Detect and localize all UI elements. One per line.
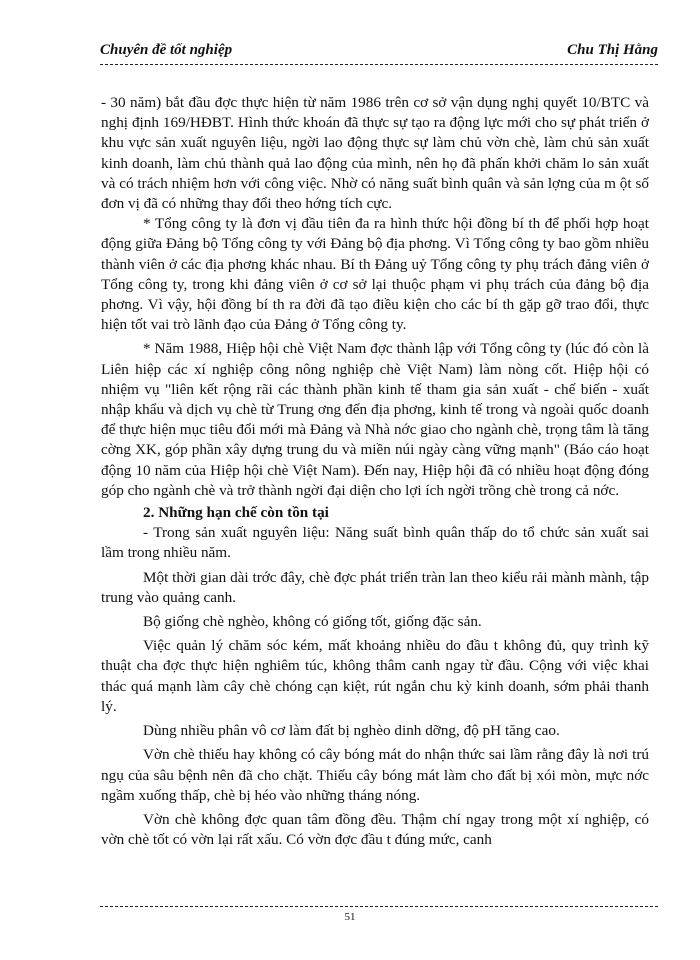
- paragraph-8: Dùng nhiều phân vô cơ làm đất bị nghèo dinh dỡng, độ pH tăng cao.: [143, 722, 560, 740]
- paragraph-5: Một thời gian dài trớc đây, chè đợc phát triển tràn lan theo kiểu rải mành mành, tập trung vào quảng canh.: [101, 568, 649, 606]
- paragraph-3: * Năm 1988, Hiệp hội chè Việt Nam đợc thành lập với Tổng công ty (lúc đó còn là Liên hiệp các xí nghiệp công nông nghiệp chè Việt Nam) làm nòng cốt. Hiệp hội có nhiệm vụ "liên kết rộng rãi các thành phần kinh tế tham gia sản xuất - chế biến - xuất nhập khẩu và dịch vụ chè từ Trung ơng đến địa phơng, kinh tế trong và ngoài quốc doanh để thực hiện mục tiêu đổi mới mà Đảng và Nhà nớc giao cho ngành chè, trọng tâm là tăng cờng XK, góp phần xây dựng trung du và miền núi ngày càng vững mạnh" (Báo cáo hoạt động 10 năm của Hiệp hội chè Việt Nam). Đến nay, Hiệp hội đã có nhiều hoạt động đóng góp cho ngành chè và trở thành ngời đại diện cho lợi ích ngời trồng chè trong cả nớc.: [101, 340, 649, 499]
- footer-divider: [100, 906, 658, 907]
- header-author: Chu Thị Hằng: [567, 42, 658, 58]
- paragraph-10: Vờn chè không đợc quan tâm đồng đều. Thậm chí ngay trong một xí nghiệp, có vờn chè tốt có vờn lại rất xấu. Có vờn đợc đầu t đúng mức, canh: [101, 810, 649, 849]
- paragraph-9: Vờn chè thiếu hay không có cây bóng mát do nhận thức sai lầm rằng đây là nơi trú ngụ của sâu bệnh nên đã cho chặt. Thiếu cây bóng mát làm cho đất bị xói mòn, mực nớc ngầm xuống thấp, chè bị héo vào những tháng nóng.: [101, 746, 649, 804]
- section-heading: 2. Những hạn chế còn tồn tại: [143, 504, 329, 522]
- paragraph-1: - 30 năm) bắt đầu đợc thực hiện từ năm 1986 trên cơ sở vận dụng nghị quyết 10/BTC và nghị định 169/HĐBT. Hình thức khoán đã thực sự tạo ra động lực mới cho sự phát triển ở khu vực sản xuất nguyên liệu, ngời lao động thực sự làm chủ vờn chè, làm chủ sản xuất kinh doanh, làm chủ thành quả lao động của mình, nên họ đã phấn khởi chăm lo sản xuất và có trách nhiệm hơn với công việc. Nhờ có năng suất bình quân và sản lợng của m ột số đơn vị đã có những thay đổi theo hớng tích cực.: [101, 94, 649, 213]
- document-body: [101, 93, 649, 850]
- paragraph-7: Việc quản lý chăm sóc kém, mất khoảng nhiều do đầu t không đủ, quy trình kỹ thuật cha đợc thực hiện nghiêm túc, không thâm canh ngay từ đầu. Cộng với việc khai thác quá mạnh làm cây chè chóng cạn kiệt, rút ngắn chu kỳ kinh doanh, sớm phải thanh lý.: [101, 637, 649, 715]
- paragraph-6: Bộ giống chè nghèo, không có giống tốt, giống đặc sản.: [143, 613, 482, 631]
- page-number: 51: [344, 911, 356, 923]
- header-title: Chuyên đề tốt nghiệp: [100, 42, 233, 58]
- paragraph-4: - Trong sản xuất nguyên liệu: Năng suất bình quân thấp do tổ chức sản xuất sai lầm trong nhiều năm.: [101, 524, 649, 562]
- page-header: [100, 40, 658, 65]
- paragraph-2: * Tổng công ty là đơn vị đầu tiên đa ra hình thức hội đồng bí th để phối hợp hoạt động giữa Đảng bộ Tổng công ty với Đảng bộ địa phơng. Vì Tổng công ty bao gồm nhiều thành viên ở các địa phơng khác nhau. Bí th Đảng uỷ Tổng công ty phụ trách đảng viên ở Tổng công ty, trong khi đảng viên ở cơ sở lại thuộc phạm vi phụ trách của đảng bộ địa phơng. Vì vậy, hội đồng bí th ra đời đã tạo điều kiện cho các bí th gặp gỡ trao đổi, thực hiện tốt vai trò lãnh đạo của Đảng ở Tổng công ty.: [101, 215, 649, 334]
